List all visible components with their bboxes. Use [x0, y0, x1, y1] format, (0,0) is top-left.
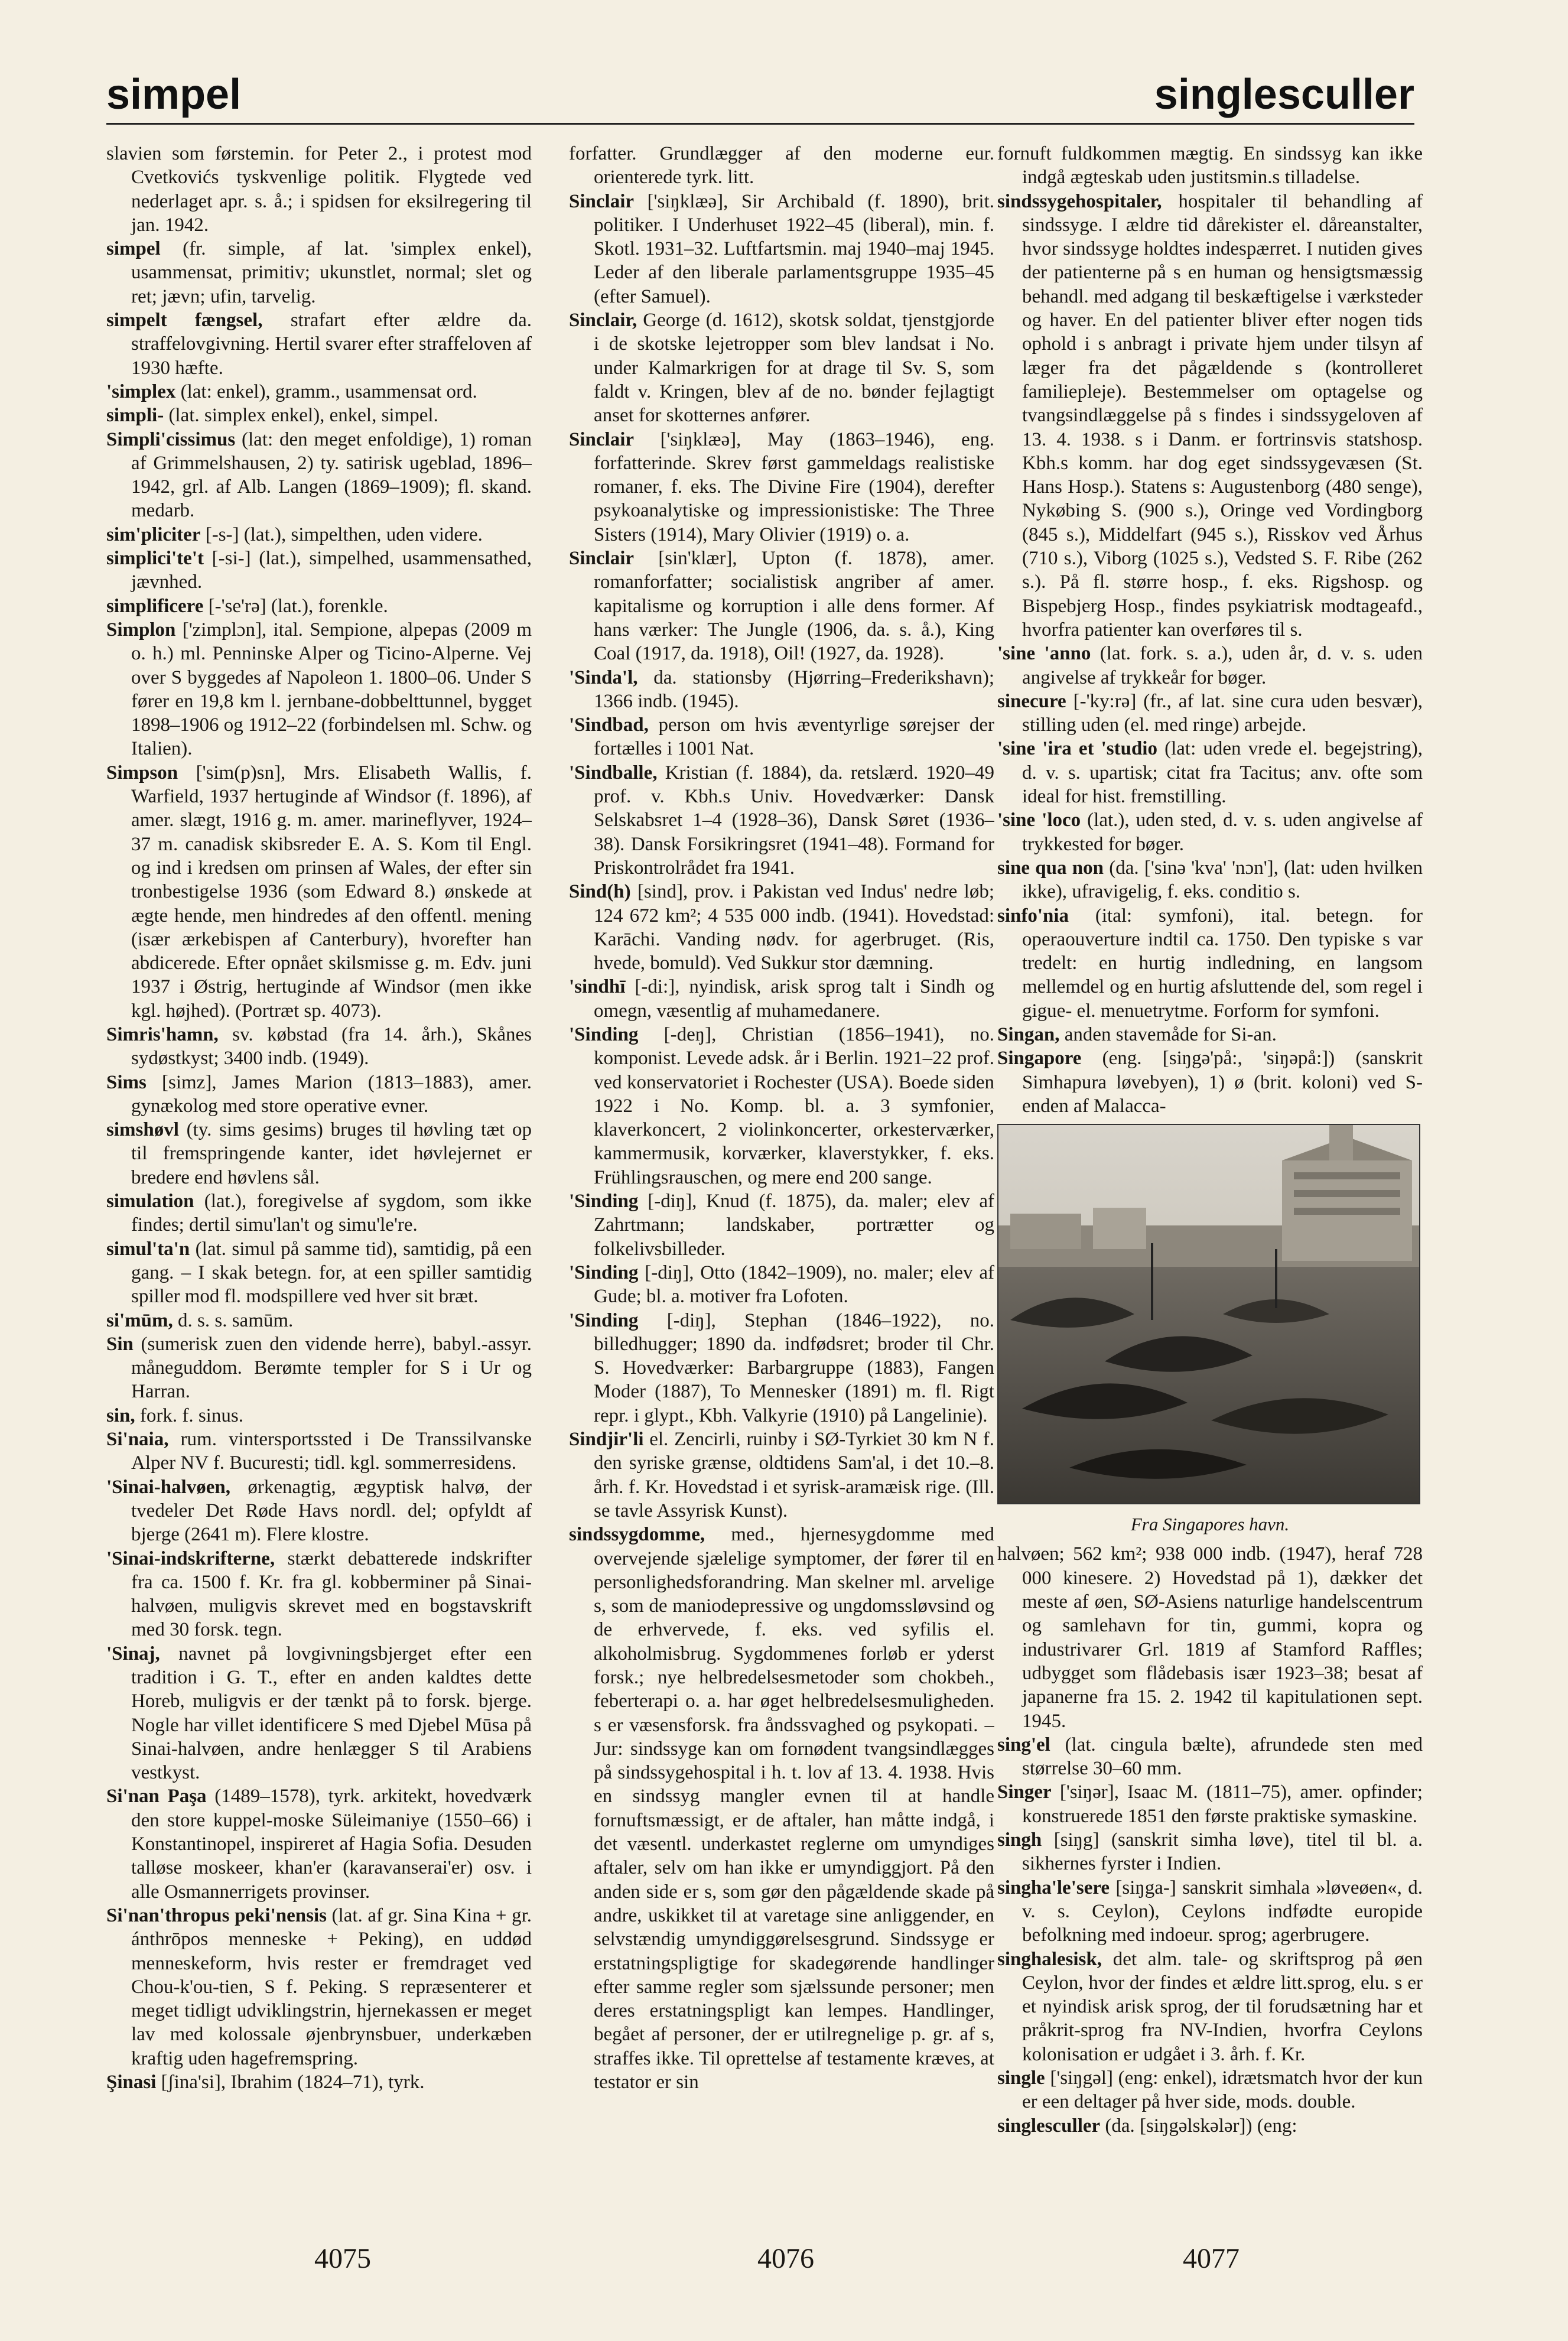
dictionary-entry — [106, 142, 532, 237]
dictionary-entry — [569, 1023, 994, 1189]
entry-headword: 'Sinding — [569, 1261, 639, 1283]
entry-text: ['zimplɔn], ital. Sempione, alpepas (2009 m o. h.) ml. Penninske Alper og Ticino-Alperne. Vej over S byggedes af Napoleon 1. 1800–06. Under S fører en 19,8 km l. jernbane-dobbelttunnel, bygget 1898–1906 og 1912–22 (forbindelsen ml. Schw. og Italien). — [131, 619, 532, 760]
dictionary-entry — [106, 1189, 532, 1237]
entry-text: med., hjernesygdomme med overvejende sjælelige symptomer, der fører til en personlighedsforandring. Man skelner ml. arvelige s, som de maniodepressive og ungdomssløvsind og de erhvervede, f. eks. ved syfilis el. alkoholmisbrug. Sygdommenes forløb er yderst forsk.; nye helbredelsesmetoder som chokbeh., feberterapi o. a. har øget helbredelsesmuligheden. s er væsensforsk. fra åndssvaghed og psykopati. – Jur: sindssyge kan om fornødent tvangsindlægges på sindssygehospital i h. t. lov af 13. 4. 1938. Hvis en sindssyg mangler evnen til at handle fornuftsmæssigt, er de aftaler, han måtte indgå, i det væsentl. underkastet reglerne om umyndiges aftaler, selv om han ikke er umyndiggjort. På den anden side er s, som gør den pågældende skade på andre, uskikket til at varetage sine anliggender, en selvstændig umyndiggørelsesgrund. Sindssyge er erstatningspligtige for skadegørende handlinger efter samme regler som sjælssunde personer; men deres erstatningspligt kan lempes. Handlinger, begået af personer, der er utilregnelige p. gr. af s, straffes ikke. Til oprettelse af testamente kræves, at testator er sin — [594, 1524, 994, 2093]
entry-text: (lat. cingula bælte), afrundede sten med størrelse 30–60 mm. — [1022, 1734, 1423, 1780]
entry-text: stærkt debatterede indskrifter fra ca. 1500 f. Kr. fra gl. kobberminer på Sinai-halvøen, muligvis skrevet med en bogstavskrift med 30 forsk. tegn. — [131, 1547, 532, 1641]
entry-headword: 'Sinding — [569, 1309, 639, 1331]
entry-text: (ital: symfoni), ital. betegn. for operaouverture indtil ca. 1750. Den typiske s var tredelt: en hurtig indledning, en langsom mellemdel og en hurtig afsluttende del, som regel i gigue- el. menuetrytme. Forform for symfoni. — [1022, 905, 1423, 1022]
dictionary-entry — [569, 142, 994, 190]
entry-text: strafart efter ældre da. straffelovgivning. Hertil svarer efter straffeloven af 1930 hæfte. — [131, 310, 532, 379]
dictionary-entry — [569, 308, 994, 427]
entry-text: anden stavemåde for Si-an. — [1064, 1023, 1277, 1045]
entry-headword: simpelt fængsel, — [106, 310, 263, 331]
entry-text: [sin'klær], Upton (f. 1878), amer. romanforfatter; socialistisk angriber af amer. kapitalisme og korruption i alle dens former. Af hans værker: The Jungle (1906, da. s. å.), King Coal (1917, da. 1918), Oil! (1927, da. 1928). — [594, 548, 994, 665]
entry-text: Kristian (f. 1884), da. retslærd. 1920–49 prof. v. Kbh.s Univ. Hovedværker: Dansk Selskabsret 1–4 (1928–36), Dansk Søret (1936–38). Dansk Forsikringsret (1941–48). Formand for Priskontrolrådet fra 1941. — [594, 762, 994, 879]
entry-headword: Si'nan Paşa — [106, 1786, 207, 1807]
entry-text: [simz], James Marion (1813–1883), amer. gynækolog med store operative evner. — [131, 1071, 532, 1117]
entry-text: (eng. [siŋgə'på:, 'siŋəpå:]) (sanskrit Simhapura løvebyen), 1) ø (brit. koloni) ved S-enden af Malacca- — [1022, 1048, 1423, 1117]
column-2 — [569, 142, 994, 2163]
dictionary-entry — [997, 1733, 1423, 1781]
right-guide-word: singlesculler — [1154, 71, 1414, 118]
dictionary-entry — [106, 1642, 532, 1785]
entry-headword: sin, — [106, 1404, 135, 1426]
dictionary-entry — [569, 1428, 994, 1523]
dictionary-entry — [997, 142, 1423, 190]
entry-text: [-diŋ], Knud (f. 1875), da. maler; elev af Zahrtmann; landskaber, portrætter og folkelivsbilleder. — [594, 1191, 994, 1260]
dictionary-entry — [569, 666, 994, 714]
dictionary-entry — [106, 380, 532, 404]
entry-text: da. stationsby (Hjørring–Frederikshavn); 1366 indb. (1945). — [594, 666, 994, 712]
entry-headword: 'Sinaj, — [106, 1643, 160, 1664]
entry-headword: Sind(h) — [569, 881, 631, 903]
dictionary-entry — [106, 1118, 532, 1189]
dictionary-entry — [569, 1189, 994, 1261]
dictionary-entry — [997, 904, 1423, 1023]
photo-caption: Fra Singapores havn. — [1130, 1514, 1290, 1535]
entry-headword: singha'le'sere — [997, 1877, 1110, 1898]
entry-headword: Singan, — [997, 1023, 1060, 1045]
entry-text: (1489–1578), tyrk. arkitekt, hovedværk den store kuppel-moske Süleimaniye (1550–66) i Konstantinopel, inspireret af Hagia Sofia. Desuden talløse moskeer, khan'er (karavanserai'er) osv. i alle Osmannerrigets provinser. — [131, 1786, 532, 1903]
page-number-right: 4077 — [1183, 2243, 1240, 2274]
entry-text: hospitaler til behandling af sindssyge. I ældre tid dårekister el. dåreanstalter, hvor sindssyge holdtes indespærret. I nutiden gives der patienterne på s en human og hensigtsmæssig behandl. med adgang til beskæftigelse i værksteder og haver. En del patienter bliver efter nogen tids ophold i s anbragt i private hjem under tilsyn af læger fra det pågældende s (kontrolleret familiepleje). Bestemmelser om optagelse og tvangsindlæggelse på s findes i sindssygeloven af 13. 4. 1938. s i Danm. er fortrinsvis statshosp. Kbh.s komm. har dog eget sindssygevæsen (St. Hans Hosp.). Statens s: Augustenborg (480 senge), Nykøbing S. (900 s.), Oringe ved Vordingborg (845 s.), Middelfart (945 s.), Risskov ved Århus (710 s.), Viborg (1025 s.), Vedsted S. F. Ribe (262 s.). På fl. større hosp., f. eks. Rigshosp. og Bispebjerg Hosp., findes psykiatrisk modtageafd., hvorfra patienter kan overføres til s. — [1022, 190, 1423, 640]
dictionary-entry — [106, 1904, 532, 2070]
dictionary-entry — [106, 2070, 532, 2094]
entry-headword: 'Sinai-indskrifterne, — [106, 1547, 275, 1569]
entry-text: [-si-] (lat.), simpelhed, usammensathed, jævnhed. — [131, 548, 532, 593]
entry-headword: 'Sinding — [569, 1191, 639, 1212]
entry-text: sv. købstad (fra 14. årh.), Skånes sydøstkyst; 3400 indb. (1949). — [131, 1023, 532, 1069]
entry-headword: sinfo'nia — [997, 905, 1069, 926]
dictionary-entry — [997, 856, 1423, 904]
entry-text: slavien som førstemin. for Peter 2., i protest mod Cvetkovićs tyskvenlige politik. Flygtede ved nederlaget apr. s. å.; i spidsen for eksilregering til jan. 1942. — [106, 143, 532, 236]
dictionary-entry — [106, 1023, 532, 1071]
entry-text: ['sim(p)sn], Mrs. Elisabeth Wallis, f. Warfield, 1937 hertuginde af Windsor (f. 1896), af amer. slægt, 1916 g. m. amer. marineflyver, 1924–37 m. canadisk skibsreder E. A. S. Kom til Engl. og ind i kredsen om prinsen af Wales, der efter sin tronbestigelse 1936 (som Edward 8.) ønskede at ægte hende, men hindredes af den offentl. mening (især ærkebispen af Canterbury), hvorefter han abdicerede. Efter opnået skilsmisse g. m. Edv. juni 1937 i Østrig, hertuginde af Windsor (men ikke kgl. højhed). (Portræt sp. 4073). — [131, 762, 532, 1022]
dictionary-entry — [106, 1428, 532, 1475]
dictionary-entry — [997, 1542, 1423, 1732]
entry-headword: sim'pliciter — [106, 524, 201, 545]
dictionary-entry — [106, 308, 532, 380]
entry-text: (sumerisk zuen den vidende herre), babyl.-assyr. måneguddom. Berømte templer for S i Ur og Harran. — [131, 1333, 532, 1403]
entry-text: (lat: den meget enfoldige), 1) roman af Grimmelshausen, 2) ty. satirisk ugeblad, 1896–1942, grl. af Alb. Langen (1869–1909); fl. skand. medarb. — [131, 428, 532, 522]
dictionary-entry — [569, 547, 994, 665]
dictionary-entry — [997, 737, 1423, 808]
entry-text: fornuft fuldkommen mægtig. En sindssyg kan ikke indgå ægteskab uden justitsmin.s tilladelse. — [997, 143, 1423, 188]
entry-headword: Sims — [106, 1071, 147, 1093]
dictionary-entry — [106, 547, 532, 594]
entry-text: ['siŋər], Isaac M. (1811–75), amer. opfinder; konstruerede 1851 den første praktiske symaskine. — [1022, 1781, 1423, 1827]
entry-headword: 'sine 'ira et 'studio — [997, 738, 1157, 760]
dictionary-entry — [106, 1237, 532, 1309]
dictionary-entry — [997, 690, 1423, 737]
entry-text: [-diŋ], Stephan (1846–1922), no. billedhugger; 1890 da. indfødsret; broder til Chr. S. Hovedværker: Barbargruppe (1883), Fangen Moder (1887), To Mennesker (1891) m. fl. Rigt repr. i glypt., Kbh. Valkyrie (1910) på Langelinie). — [594, 1309, 994, 1426]
left-guide-word: simpel — [106, 71, 242, 118]
entry-headword: 'Sinda'l, — [569, 666, 638, 688]
entry-headword: 'Sinding — [569, 1023, 639, 1045]
dictionary-entry — [106, 1332, 532, 1404]
dictionary-entry — [106, 237, 532, 308]
entry-headword: Simplon — [106, 619, 176, 640]
dictionary-entry — [997, 190, 1423, 642]
entry-headword: Şinasi — [106, 2072, 157, 2093]
dictionary-entry — [106, 1547, 532, 1642]
entry-text: (lat.), uden sted, d. v. s. uden angivelse af trykkested for bøger. — [1022, 809, 1423, 855]
dictionary-entry — [569, 713, 994, 761]
dictionary-entry — [569, 1523, 994, 2094]
entry-text: (lat. simplex enkel), enkel, simpel. — [168, 405, 438, 427]
dictionary-entry — [106, 1784, 532, 1903]
entry-text: [-deŋ], Christian (1856–1941), no. komponist. Levede adsk. år i Berlin. 1921–22 prof. ved konservatoriet i Rochester (USA). Boede siden 1922 i No. Komp. bl. a. 3 symfonier, klaverkoncert, 2 violinkoncerter, orkesterværker, kammermusik, korværker, klaverstykker, f. eks. Frühlingsrauschen, og mere end 200 sange. — [594, 1023, 994, 1188]
entry-headword: 'sine 'anno — [997, 643, 1091, 665]
running-header — [106, 65, 1414, 130]
entry-text: [siŋga-] sanskrit simhala »løveøen«, d. v. s. Ceylon), Ceylons indfødte europide befolkning med indoeur. sprog; agerbrugere. — [1022, 1877, 1423, 1946]
entry-text: d. s. s. samūm. — [178, 1309, 294, 1331]
dictionary-entry — [106, 404, 532, 427]
dictionary-entry — [997, 1046, 1423, 1118]
entry-text: ['siŋklæə], Sir Archibald (f. 1890), brit. politiker. I Underhuset 1922–45 (liberal), min. f. Skotl. 1931–32. Luftfartsmin. maj 1940–maj 1945. Leder af den liberale parlamentsgruppe 1935–45 (efter Samuel). — [594, 190, 994, 307]
entry-headword: Simris'hamn, — [106, 1023, 219, 1045]
column-3 — [997, 142, 1423, 2163]
dictionary-entry — [997, 1828, 1423, 1876]
dictionary-entry — [106, 523, 532, 547]
dictionary-entry — [569, 428, 994, 547]
entry-headword: sine qua non — [997, 857, 1104, 879]
entry-headword: 'Sindballe, — [569, 762, 658, 783]
harbor-illustration — [998, 1125, 1419, 1503]
dictionary-entry — [569, 975, 994, 1023]
page-number-middle: 4076 — [757, 2243, 814, 2274]
page-number-left: 4075 — [314, 2243, 371, 2274]
dictionary-entry — [569, 1261, 994, 1309]
entry-text: (ty. sims gesims) bruges til høvling tæt op til fremspringende kanter, idet høvlejernet er bredere end høvlens sål. — [131, 1119, 532, 1188]
dictionary-entry — [997, 1947, 1423, 2066]
entry-headword: simul'ta'n — [106, 1238, 190, 1260]
dictionary-entry — [997, 1780, 1423, 1828]
entry-headword: 'sine 'loco — [997, 809, 1081, 831]
header-rule — [106, 123, 1414, 125]
singapore-harbor-photo — [997, 1124, 1420, 1504]
dictionary-entry — [106, 1309, 532, 1332]
entry-headword: Si'nan'thropus peki'nensis — [106, 1904, 327, 1926]
dictionary-entry — [997, 642, 1423, 690]
entry-headword: si'mūm, — [106, 1309, 173, 1331]
entry-headword: Si'naia, — [106, 1429, 169, 1451]
entry-text: rum. vintersportssted i De Transsilvanske Alper NV f. Bucuresti; tidl. kgl. sommerresidens. — [131, 1429, 532, 1474]
entry-headword: 'sindhī — [569, 976, 626, 998]
entry-headword: sinecure — [997, 690, 1066, 712]
entry-headword: Sindjir'li — [569, 1429, 644, 1451]
entry-text: (lat.), foregivelse af sygdom, som ikke findes; dertil simu'lan't og simu'le're. — [131, 1191, 532, 1236]
entry-headword: 'Sinai-halvøen, — [106, 1476, 230, 1498]
dictionary-entry — [106, 1475, 532, 1547]
entry-text: ['siŋgəl] (eng: enkel), idrætsmatch hvor der kun er een deltager på hver side, mods. double. — [1022, 2067, 1423, 2113]
dictionary-entry — [106, 618, 532, 761]
entry-text: el. Zencirli, ruinby i SØ-Tyrkiet 30 km N f. den syriske grænse, oldtidens Sam'al, i det 10.–8. årh. f. Kr. Hovedstad i et syrisk-aramæisk rige. (Ill. se tavle Assyrisk Kunst). — [594, 1429, 994, 1521]
entry-headword: sindssygdomme, — [569, 1524, 705, 1546]
entry-text: (lat: enkel), gramm., usammensat ord. — [180, 381, 477, 402]
entry-text: [siŋg] (sanskrit simha løve), titel til bl. a. sikhernes fyrster i Indien. — [1022, 1829, 1423, 1875]
dictionary-entry — [569, 1309, 994, 1428]
entry-headword: Simpson — [106, 762, 178, 783]
column-1 — [106, 142, 532, 2163]
entry-text: [-'ky:rə] (fr., af lat. sine cura uden besvær), stilling uden (el. med ringe) arbejde. — [1022, 690, 1423, 736]
entry-headword: sing'el — [997, 1734, 1050, 1755]
entry-headword: Sin — [106, 1333, 134, 1355]
entry-text: fork. f. sinus. — [139, 1404, 243, 1426]
entry-text: ørkenagtig, ægyptisk halvø, der tvedeler Det Røde Havs nordl. del; opfyldt af bjerge (2641 m). Flere klostre. — [131, 1476, 532, 1546]
entry-text: (lat: uden vrede el. begejstring), d. v. s. upartisk; citat fra Tacitus; anv. ofte som ideal for hist. fremstilling. — [1022, 738, 1423, 808]
dictionary-entry — [997, 2114, 1423, 2138]
entry-headword: Sinclair — [569, 190, 635, 212]
dictionary-entry — [569, 190, 994, 308]
entry-text: [-di:], nyindisk, arisk sprog talt i Sindh og omegn, væsentlig af muhamedanere. — [594, 976, 994, 1022]
entry-text: navnet på lovgivningsbjerget efter een tradition i G. T., efter en anden kaldtes dette Horeb, muligvis er der tænkt på to forsk. bjerge. Nogle har villet identificere S med Djebel Mūsa på Sinai-halvøen, andre henlægger S til Arabiens vestkyst. — [131, 1643, 532, 1784]
entry-text: [-diŋ], Otto (1842–1909), no. maler; elev af Gude; bl. a. motiver fra Lofoten. — [594, 1261, 994, 1308]
entry-text: [sind], prov. i Pakistan ved Indus' nedre løb; 124 672 km²; 4 535 000 indb. (1941). Hovedstad: Karāchi. Vanding nødv. for agerbruget. (Ris, hvede, bomuld). Ved Sukkur stor dæmning. — [594, 881, 994, 974]
dictionary-entry — [997, 1023, 1423, 1046]
entry-text: ['siŋklæə], May (1863–1946), eng. forfatterinde. Skrev først gammeldags realistiske romaner, f. eks. The Divine Fire (1904), derefter psykoanalytiske og impressionistiske: The Three Sisters (1914), Mary Olivier (1919) o. a. — [594, 428, 994, 545]
entry-headword: singlesculler — [997, 2115, 1101, 2137]
dictionary-entry — [106, 428, 532, 523]
entry-headword: Sinclair, — [569, 310, 637, 331]
entry-text: (da. [siŋgəlskələr]) (eng: — [1105, 2115, 1297, 2137]
entry-text: halvøen; 562 km²; 938 000 indb. (1947), heraf 728 000 kinesere. 2) Hovedstad på 1), dækker det meste af øen, SØ-Asiens naturlige handelscentrum og samlehavn for tin, gummi, kopra og industrivarer Grl. 1819 af Stamford Raffles; udbygget som flådebasis især 1923–38; besat af japanerne fra 15. 2. 1942 til kapitulationen sept. 1945. — [997, 1543, 1423, 1732]
dictionary-entry — [569, 761, 994, 880]
entry-headword: Singer — [997, 1781, 1052, 1803]
entry-headword: simplici'te't — [106, 548, 204, 570]
dictionary-entry — [106, 1071, 532, 1119]
entry-headword: 'simplex — [106, 381, 176, 402]
entry-headword: Simpli'cissimus — [106, 428, 236, 450]
entry-text: forfatter. Grundlægger af den moderne eur. orienterede tyrk. litt. — [569, 143, 994, 188]
entry-text: person om hvis æventyrlige sørejser der fortælles i 1001 Nat. — [594, 714, 994, 760]
entry-headword: simpli- — [106, 405, 164, 427]
dictionary-entry — [997, 808, 1423, 856]
entry-headword: Sinclair — [569, 428, 635, 450]
dictionary-entry — [997, 2066, 1423, 2114]
entry-text: (lat. af gr. Sina Kina + gr. ánthrōpos menneske + Peking), en uddød menneskeform, hvis rester er fremdraget ved Chou-k'ou-tien, S f. Peking. S repræsenterer et meget tidligt udviklingstrin, hjernekassen er meget lav med kolossale øjenbrynsbuer, underkæben kraftig uden hagefremspring. — [131, 1904, 532, 2069]
entry-headword: singh — [997, 1829, 1042, 1851]
entry-text: George (d. 1612), skotsk soldat, tjenstgjorde i de skotske lejetropper som blev landsat i No. under Kalmarkrigen for at drage til Sv. S, som faldt v. Kringen, blev af de no. bønder fejlagtigt anset for skotternes anfører. — [594, 310, 994, 427]
entry-text: (fr. simple, af lat. 'simplex enkel), usammensat, primitiv; ukunstlet, normal; slet og ret; jævn; ufin, tarvelig. — [131, 238, 532, 307]
entry-headword: simshøvl — [106, 1119, 179, 1141]
entry-headword: 'Sindbad, — [569, 714, 649, 736]
entry-headword: single — [997, 2067, 1045, 2089]
entry-headword: simulation — [106, 1191, 194, 1212]
entry-headword: sindssygehospitaler, — [997, 190, 1162, 212]
entry-text: (da. ['sinə 'kva' 'nɔn'], (lat: uden hvilken ikke), ufravigelig, f. eks. conditio s. — [1022, 857, 1423, 903]
entry-text: det alm. tale- og skriftsprog på øen Ceylon, hvor der findes et ældre litt.sprog, elu. s er et nyindisk arisk sprog, der til forudsætning har et pråkrit-sprog fra NV-Indien, hvorfra Ceylons kolonisation er udgået i 3. årh. f. Kr. — [1022, 1948, 1423, 2065]
entry-headword: Sinclair — [569, 548, 635, 570]
dictionary-entry — [106, 594, 532, 618]
dictionary-entry — [569, 880, 994, 975]
dictionary-entry — [106, 1404, 532, 1428]
entry-text: [-s-] (lat.), simpelthen, uden videre. — [205, 524, 483, 545]
entry-headword: singhalesisk, — [997, 1948, 1102, 1970]
dictionary-entry — [106, 761, 532, 1023]
entry-headword: Singapore — [997, 1048, 1082, 1069]
dictionary-entry — [997, 1876, 1423, 1947]
entry-text: (lat. simul på samme tid), samtidig, på een gang. – I skak betegn. for, at een spiller samtidig spiller mod fl. modspillere ved hver sit bræt. — [131, 1238, 532, 1308]
entry-text: [ʃina'si], Ibrahim (1824–71), tyrk. — [161, 2072, 425, 2093]
entry-text: (lat. fork. s. a.), uden år, d. v. s. uden angivelse af trykkeår for bøger. — [1022, 643, 1423, 688]
entry-headword: simpel — [106, 238, 161, 260]
entry-text: [-'se'rə] (lat.), forenkle. — [208, 595, 388, 617]
entry-headword: simplificere — [106, 595, 204, 617]
